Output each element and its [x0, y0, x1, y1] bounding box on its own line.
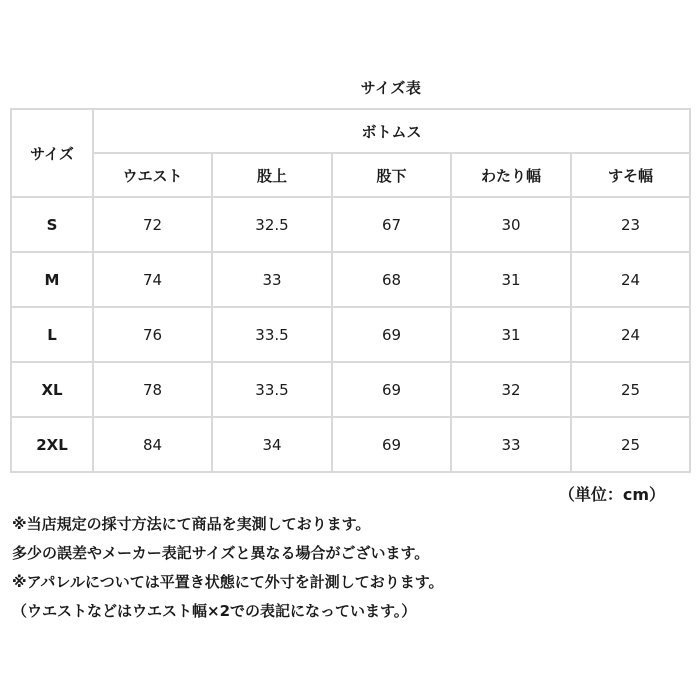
table-cell: 69 — [332, 417, 451, 472]
table-cell: 23 — [571, 197, 690, 252]
table-cell: 24 — [571, 307, 690, 362]
column-header-hem: すそ幅 — [571, 153, 690, 197]
note-line: ※当店規定の採寸方法にて商品を実測しております。 — [12, 515, 371, 533]
table-cell: 25 — [571, 417, 690, 472]
table-cell: 78 — [93, 362, 212, 417]
note-line: ※アパレルについては平置き状態にて外寸を計測しております。 — [12, 573, 444, 591]
size-label: L — [11, 307, 93, 362]
table-cell: 74 — [93, 252, 212, 307]
note-line: 多少の誤差やメーカー表記サイズと異なる場合がございます。 — [12, 544, 430, 562]
column-header-waist: ウエスト — [93, 153, 212, 197]
column-header-row — [11, 153, 690, 197]
size-label: 2XL — [11, 417, 93, 472]
table-cell: 68 — [332, 252, 451, 307]
page-title: サイズ表 — [360, 79, 422, 97]
table-cell: 25 — [571, 362, 690, 417]
column-header-thigh: わたり幅 — [451, 153, 571, 197]
size-label: XL — [11, 362, 93, 417]
table-cell: 33.5 — [212, 307, 332, 362]
table-cell: 69 — [332, 362, 451, 417]
column-header-rise: 股上 — [212, 153, 332, 197]
table-cell: 67 — [332, 197, 451, 252]
table-cell: 32 — [451, 362, 571, 417]
table-cell: 33.5 — [212, 362, 332, 417]
table-cell: 30 — [451, 197, 571, 252]
table-row — [11, 362, 690, 417]
unit-label: （単位：cm） — [558, 485, 665, 504]
table-cell: 32.5 — [212, 197, 332, 252]
table-cell: 33 — [451, 417, 571, 472]
table-cell: 72 — [93, 197, 212, 252]
notes-block — [12, 510, 444, 626]
table-cell: 33 — [212, 252, 332, 307]
note-line: （ウエストなどはウエスト幅×2での表記になっています。） — [12, 602, 417, 620]
column-header-inseam: 股下 — [332, 153, 451, 197]
table-header-row — [11, 109, 690, 153]
size-header-cell: サイズ — [11, 109, 93, 197]
size-table — [10, 108, 691, 473]
table-cell: 24 — [571, 252, 690, 307]
table-cell: 31 — [451, 252, 571, 307]
table-cell: 34 — [212, 417, 332, 472]
size-label: S — [11, 197, 93, 252]
table-row — [11, 197, 690, 252]
table-cell: 69 — [332, 307, 451, 362]
table-row — [11, 417, 690, 472]
table-cell: 84 — [93, 417, 212, 472]
group-header-cell: ボトムス — [93, 109, 690, 153]
size-label: M — [11, 252, 93, 307]
table-row — [11, 307, 690, 362]
table-cell: 31 — [451, 307, 571, 362]
table-row — [11, 252, 690, 307]
table-cell: 76 — [93, 307, 212, 362]
